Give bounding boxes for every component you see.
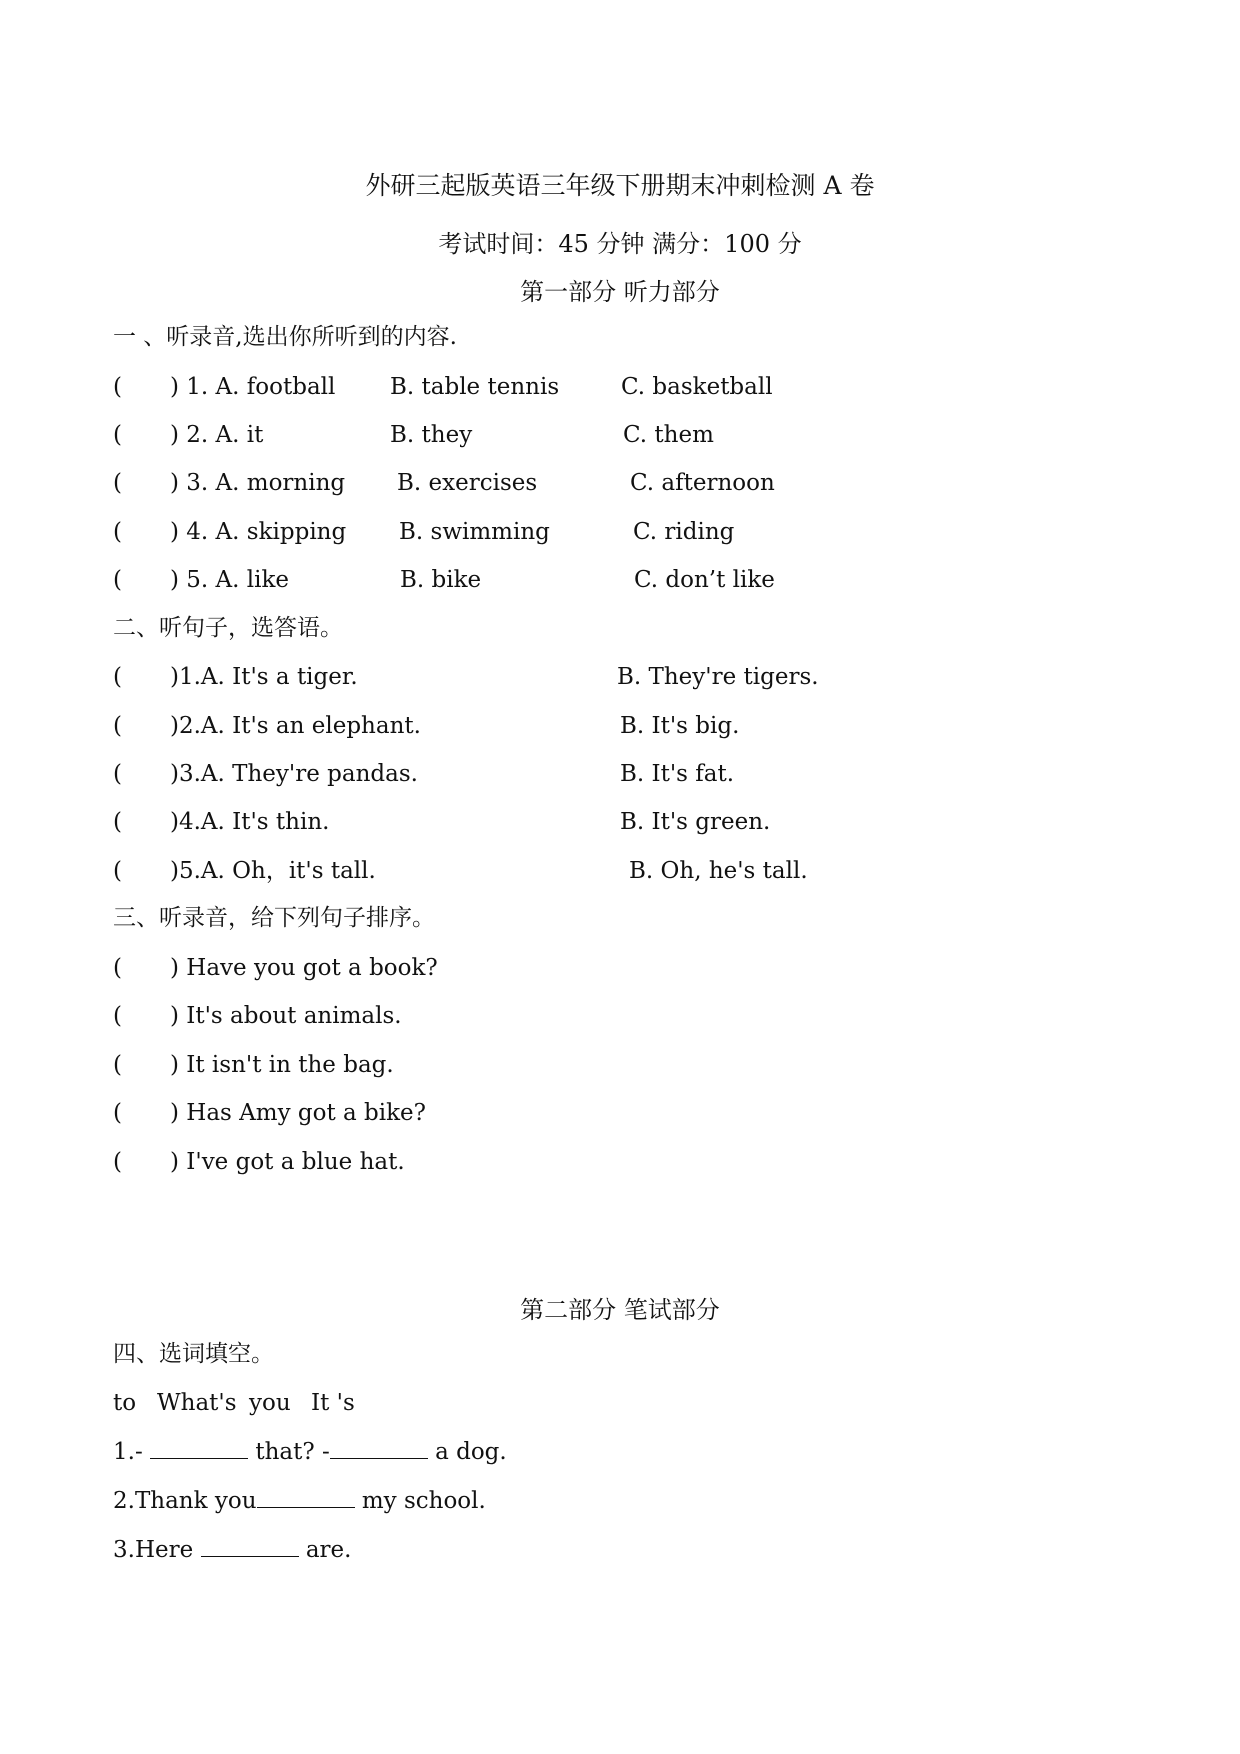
page-title: 外研三起版英语三年级下册期末冲刺检测 A 卷: [365, 171, 875, 200]
answer-blank[interactable]: [257, 1489, 355, 1508]
question-option-b: B. they: [390, 422, 473, 448]
answer-paren: (: [113, 567, 122, 593]
question-option-c: C. riding: [633, 519, 735, 545]
answer-paren: (: [113, 374, 122, 400]
section1-heading: 一 、听录音,选出你所听到的内容.: [113, 324, 457, 350]
question-option-c: C. afternoon: [630, 470, 775, 496]
sentence-item: ) Has Amy got a bike?: [170, 1100, 426, 1126]
sentence-item: ) It isn't in the bag.: [170, 1052, 394, 1078]
part2-heading: 第二部分 笔试部分: [520, 1296, 720, 1324]
answer-paren: (: [113, 1149, 122, 1175]
question-option-a: )2.A. It's an elephant.: [170, 713, 421, 739]
question-option-a: )4.A. It's thin.: [170, 809, 330, 835]
question-option-b: B. swimming: [399, 519, 550, 545]
answer-paren: (: [113, 761, 122, 787]
fill-blank-question-1: 1.- that? - a dog.: [113, 1439, 507, 1465]
section3-heading: 三、听录音，给下列句子排序。: [113, 905, 435, 931]
question-option-b: B. It's big.: [620, 713, 740, 739]
section4-heading: 四、选词填空。: [113, 1341, 274, 1367]
answer-paren: (: [113, 1052, 122, 1078]
question-option-c: C. don’t like: [634, 567, 775, 593]
question-option-b: B. bike: [400, 567, 482, 593]
answer-blank[interactable]: [150, 1440, 248, 1459]
question-option-b: B. They're tigers.: [617, 664, 819, 690]
word-bank-item: to: [113, 1390, 137, 1416]
fill-blank-question-3: 3.Here are.: [113, 1537, 352, 1563]
fill-blank-question-2: 2.Thank you my school.: [113, 1488, 486, 1514]
question-option-b: B. It's green.: [620, 809, 771, 835]
answer-blank[interactable]: [201, 1538, 299, 1557]
question-option-a: ) 1. A. football: [170, 374, 336, 400]
answer-paren: (: [113, 1100, 122, 1126]
word-bank-item: What's: [157, 1390, 237, 1416]
answer-paren: (: [113, 809, 122, 835]
question-option-b: B. table tennis: [390, 374, 560, 400]
part1-heading: 第一部分 听力部分: [520, 278, 720, 306]
question-option-a: )5.A. Oh，it's tall.: [170, 858, 376, 884]
question-option-c: C. them: [623, 422, 714, 448]
question-option-a: ) 5. A. like: [170, 567, 290, 593]
answer-paren: (: [113, 664, 122, 690]
answer-paren: (: [113, 858, 122, 884]
exam-info: 考试时间：45 分钟 满分：100 分: [438, 230, 802, 258]
question-option-a: ) 2. A. it: [170, 422, 264, 448]
answer-paren: (: [113, 519, 122, 545]
sentence-item: ) I've got a blue hat.: [170, 1149, 405, 1175]
sentence-item: ) Have you got a book?: [170, 955, 438, 981]
question-option-b: B. exercises: [397, 470, 538, 496]
sentence-item: ) It's about animals.: [170, 1003, 402, 1029]
answer-paren: (: [113, 955, 122, 981]
answer-paren: (: [113, 470, 122, 496]
question-option-a: )1.A. It's a tiger.: [170, 664, 358, 690]
question-option-b: B. It's fat.: [620, 761, 735, 787]
question-option-a: ) 3. A. morning: [170, 470, 346, 496]
question-option-c: C. basketball: [621, 374, 773, 400]
word-bank-item: It 's: [311, 1390, 355, 1416]
answer-paren: (: [113, 1003, 122, 1029]
question-option-a: )3.A. They're pandas.: [170, 761, 418, 787]
word-bank-item: you: [249, 1390, 291, 1416]
answer-paren: (: [113, 422, 122, 448]
answer-paren: (: [113, 713, 122, 739]
section2-heading: 二、听句子，选答语。: [113, 615, 343, 641]
question-option-b: B. Oh, he's tall.: [629, 858, 808, 884]
answer-blank[interactable]: [330, 1440, 428, 1459]
question-option-a: ) 4. A. skipping: [170, 519, 347, 545]
